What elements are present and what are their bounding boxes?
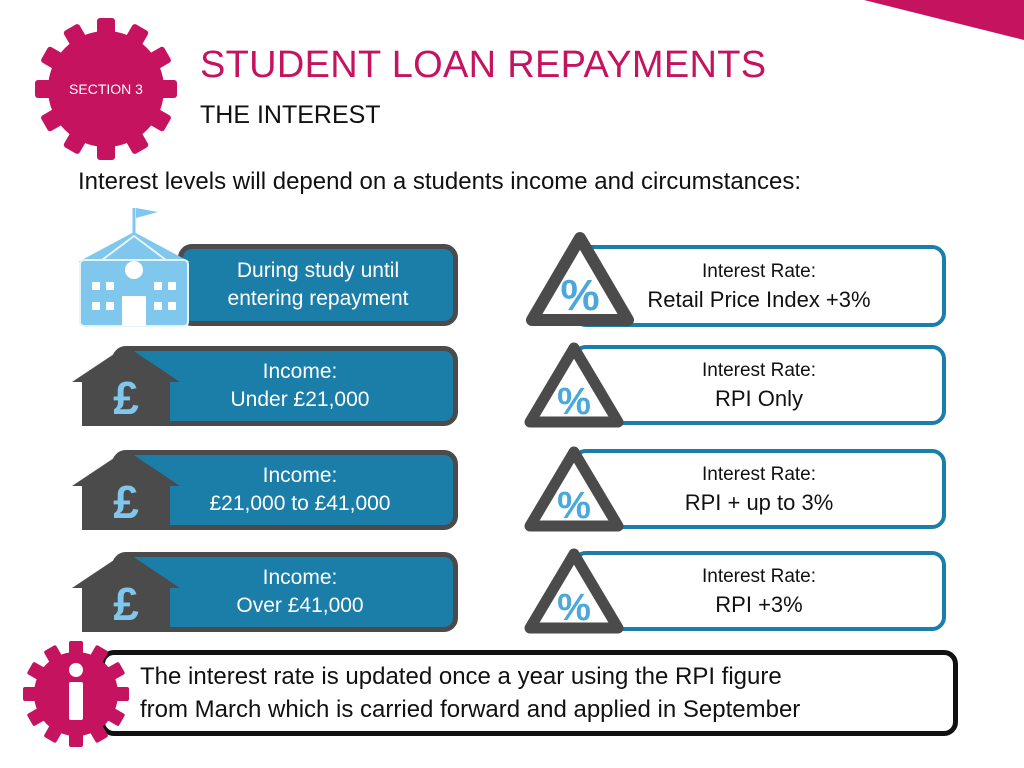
rate-value: Retail Price Index +3%	[647, 287, 871, 312]
svg-text:%: %	[557, 485, 591, 527]
left-box-line1: Income:	[262, 464, 338, 487]
svg-text:£: £	[113, 476, 139, 528]
rate-label: Interest Rate:	[701, 464, 817, 485]
percent-warning-icon	[524, 230, 636, 328]
rate-value: RPI + up to 3%	[684, 490, 834, 515]
rate-label: Interest Rate:	[701, 360, 817, 381]
left-box-line2: Under £21,000	[230, 388, 370, 411]
left-box-line1: During study until	[236, 259, 400, 282]
svg-text:£: £	[113, 578, 139, 630]
info-line2: from March which is carried forward and applied in September	[140, 696, 801, 723]
section-label: SECTION 3	[69, 81, 143, 97]
pound-house-icon	[70, 448, 182, 530]
left-box-line1: Income:	[262, 566, 338, 589]
right-box-rpi-only	[572, 345, 946, 425]
right-box-rpi-up-to-3	[572, 449, 946, 529]
pound-house-icon	[70, 550, 182, 632]
corner-accent	[864, 0, 1024, 40]
percent-warning-icon	[524, 340, 624, 430]
rate-value: RPI Only	[714, 386, 804, 411]
rate-label: Interest Rate:	[701, 261, 817, 282]
svg-text:%: %	[557, 381, 591, 423]
page-title: STUDENT LOAN REPAYMENTS	[200, 44, 767, 86]
percent-warning-icon	[524, 444, 624, 534]
rate-label: Interest Rate:	[701, 566, 817, 587]
page-subtitle: THE INTEREST	[200, 101, 381, 129]
info-line1: The interest rate is updated once a year using the RPI figure	[140, 663, 782, 690]
svg-text:%: %	[560, 271, 600, 320]
info-gear-icon	[22, 640, 130, 748]
info-text	[140, 660, 940, 726]
left-box-line2: £21,000 to £41,000	[209, 492, 391, 515]
svg-text:%: %	[557, 587, 591, 629]
percent-warning-icon	[524, 546, 624, 636]
left-box-line2: Over £41,000	[236, 594, 364, 617]
rate-value: RPI +3%	[715, 592, 803, 617]
pound-house-icon	[70, 344, 182, 426]
left-box-line1: Income:	[262, 360, 338, 383]
intro-text: Interest levels will depend on a students income and circumstances:	[78, 168, 802, 195]
svg-text:£: £	[113, 372, 139, 424]
left-box-study	[178, 244, 458, 326]
right-box-rpi-plus-3	[572, 551, 946, 631]
school-icon	[72, 202, 194, 328]
left-box-line2: entering repayment	[227, 287, 409, 310]
